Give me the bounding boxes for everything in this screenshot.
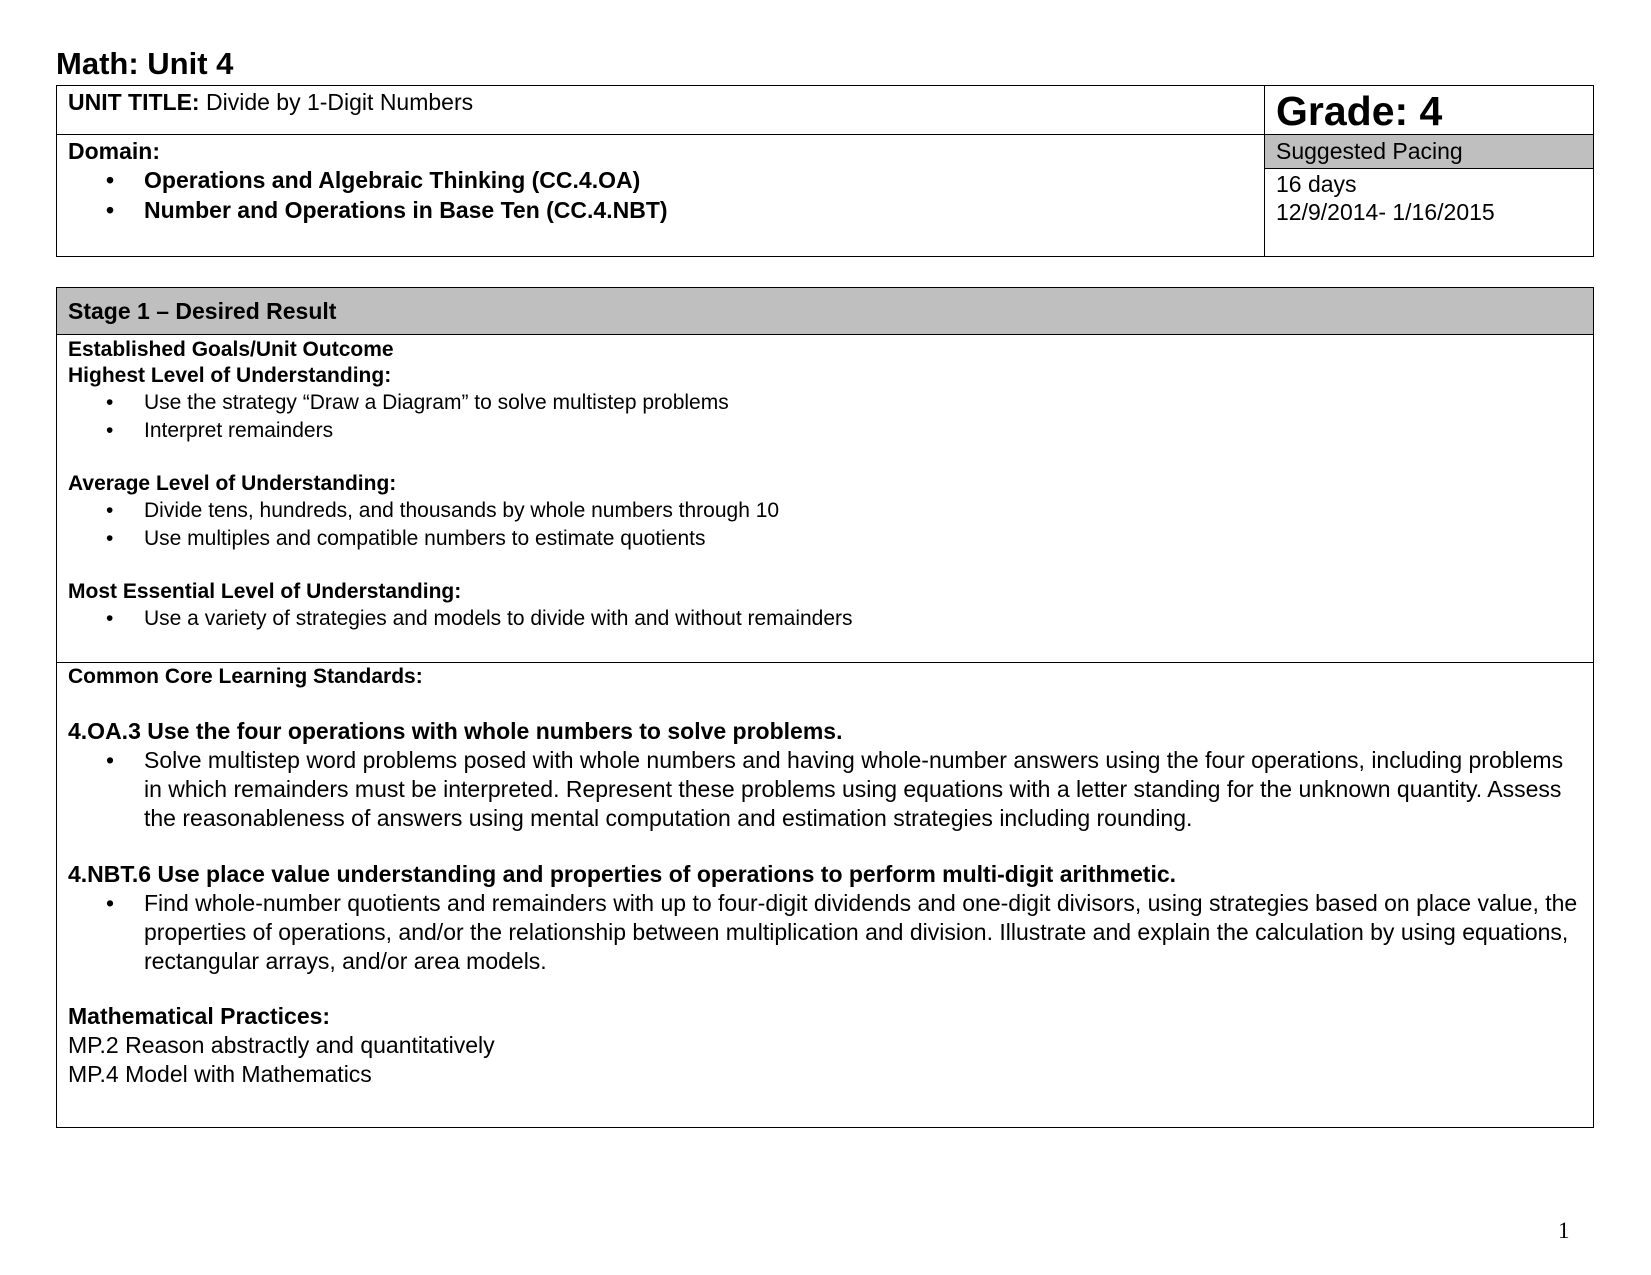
practice-item: MP.2 Reason abstractly and quantitatively — [68, 1032, 495, 1058]
domain-item: • Operations and Algebraic Thinking (CC.4.OA) — [68, 165, 1253, 195]
average-level-label: Average Level of Understanding: — [68, 472, 397, 495]
header-left-column — [57, 86, 1265, 256]
standards-label: Common Core Learning Standards: — [68, 665, 423, 688]
stage-title: Stage 1 – Desired Result — [57, 288, 1593, 335]
grade-label: Grade: 4 — [1265, 86, 1593, 135]
standard-text: • Solve multistep word problems posed with whole numbers and having whole-number answers using the four operations, including problems in which remainders must be interpreted. Represent these problems using equations with a letter standing for the unknown quantity. Assess the reasonableness of answers using mental computation and estimation strategies including rounding. — [68, 746, 1582, 833]
standard-list — [68, 889, 1582, 976]
domain-list — [68, 165, 1253, 225]
unit-title-cell — [57, 86, 1264, 135]
highest-level-label: Highest Level of Understanding: — [68, 364, 392, 387]
page-number: 1 — [1558, 1218, 1570, 1243]
practices-label: Mathematical Practices: — [68, 1003, 331, 1029]
domain-label: Domain: — [68, 138, 160, 164]
standard-heading: 4.NBT.6 Use place value understanding and properties of operations to perform multi-digit arithmetic. — [68, 861, 1177, 887]
stage-table — [56, 287, 1594, 1128]
standards-cell — [57, 663, 1593, 1127]
average-level-list — [68, 497, 1582, 553]
standard-heading: 4.OA.3 Use the four operations with whole numbers to solve problems. — [68, 718, 843, 744]
list-item: • Use a variety of strategies and models to divide with and without remainders — [68, 605, 1582, 633]
practice-item: MP.4 Model with Mathematics — [68, 1061, 372, 1087]
list-item: • Interpret remainders — [68, 417, 1582, 445]
pacing-label: Suggested Pacing — [1265, 135, 1593, 169]
domain-item: • Number and Operations in Base Ten (CC.4.NBT) — [68, 195, 1253, 225]
list-item: • Use the strategy “Draw a Diagram” to solve multistep problems — [68, 389, 1582, 417]
domain-cell — [57, 135, 1264, 256]
standard-list — [68, 746, 1582, 833]
page-title: Math: Unit 4 — [56, 46, 234, 81]
pacing-dates: 12/9/2014- 1/16/2015 — [1276, 199, 1495, 225]
list-item: • Use multiples and compatible numbers to estimate quotients — [68, 525, 1582, 553]
essential-level-list — [68, 605, 1582, 633]
essential-level-label: Most Essential Level of Understanding: — [68, 580, 462, 603]
pacing-days: 16 days — [1276, 171, 1357, 197]
header-right-column — [1265, 86, 1593, 256]
pacing-cell — [1265, 169, 1593, 256]
unit-header-table — [56, 85, 1594, 257]
goals-label: Established Goals/Unit Outcome — [68, 338, 394, 361]
unit-title-label: UNIT TITLE: — [68, 89, 200, 115]
list-item: • Divide tens, hundreds, and thousands by whole numbers through 10 — [68, 497, 1582, 525]
standard-text: • Find whole-number quotients and remainders with up to four-digit dividends and one-digit divisors, using strategies based on place value, the properties of operations, and/or the relationship between multiplication and division. Illustrate and explain the calculation by using equations, rectangular arrays, and/or area models. — [68, 889, 1582, 976]
highest-level-list — [68, 389, 1582, 445]
unit-title: Divide by 1-Digit Numbers — [199, 89, 474, 115]
goals-cell — [57, 335, 1593, 663]
